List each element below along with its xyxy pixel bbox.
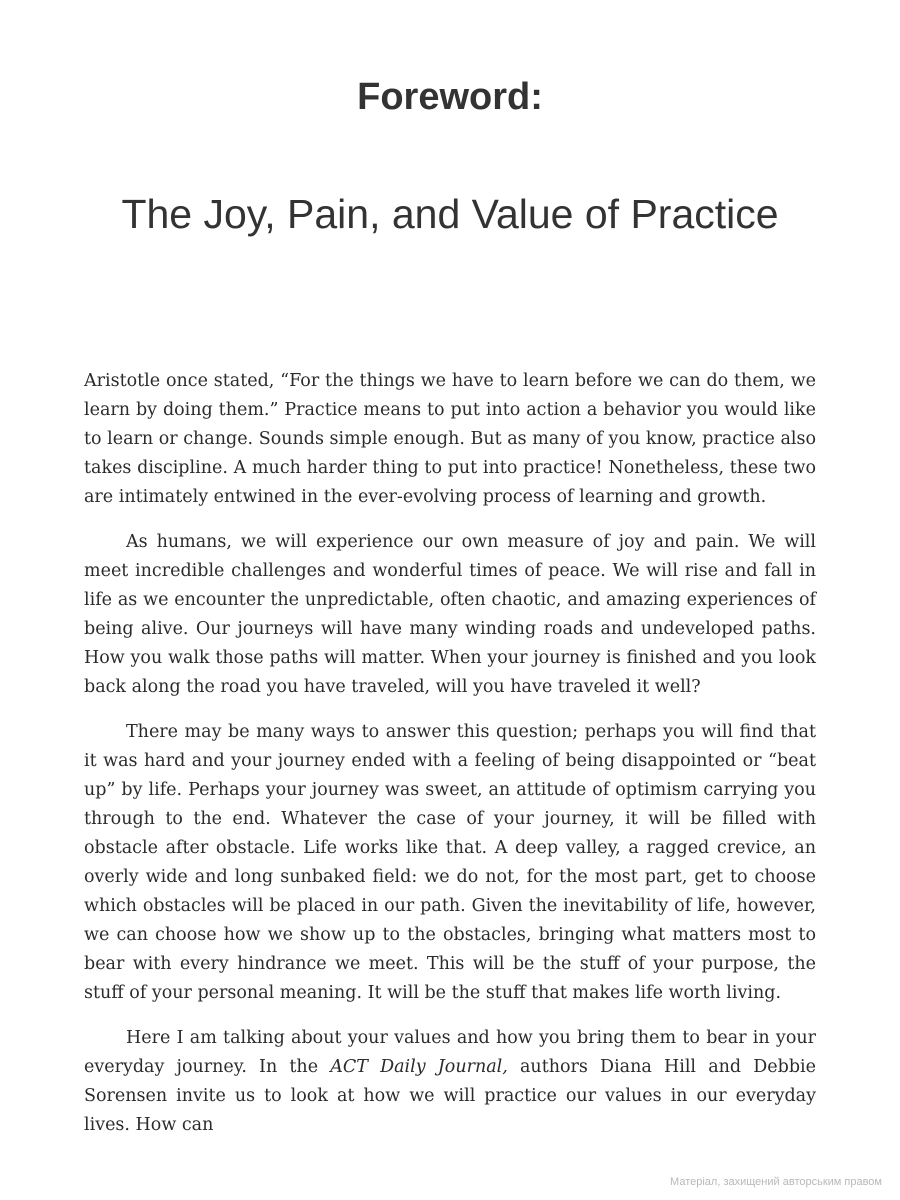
paragraph-4	[84, 1024, 816, 1140]
paragraph-4-text-after: authors Diana Hill and Debbie Sorensen invite us to look at how we will practice our values in our everyday lives. How can	[84, 1057, 816, 1135]
chapter-heading: Foreword:	[357, 76, 543, 118]
body-text	[84, 367, 816, 1156]
copyright-watermark: Матеріал, захищений авторським правом	[670, 1176, 882, 1188]
book-title: ACT Daily Journal,	[330, 1057, 508, 1077]
paragraph-1: Aristotle once stated, “For the things we have to learn before we can do them, we learn by doing them.” Practice means to put into action a behavior you would like to learn or change. Sounds simple enough. But as many of you know, practice also takes discipline. A much harder thing to put into practice! Nonetheless, these two are intimately entwined in the ever-evolving process of learning and growth.	[84, 371, 816, 507]
paragraph-2: As humans, we will experience our own measure of joy and pain. We will meet incredible challenges and wonderful times of peace. We will rise and fall in life as we encounter the unpredictable, often chaotic, and amazing experiences of being alive. Our journeys will have many winding roads and undeveloped paths. How you walk those paths will matter. When your journey is finished and you look back along the road you have traveled, will you have traveled it well?	[84, 532, 816, 697]
paragraph-4-text-before: Here I am talking about your values and how you bring them to bear in your everyday journey. In the	[84, 1028, 816, 1077]
chapter-subtitle: The Joy, Pain, and Value of Practice	[121, 191, 779, 237]
paragraph-3: There may be many ways to answer this question; perhaps you will find that it was hard and your journey ended with a feeling of being disappointed or “beat up” by life. Perhaps your journey was sweet, an attitude of optimism carrying you through to the end. Whatever the case of your journey, it will be filled with obstacle after obstacle. Life works like that. A deep valley, a ragged crevice, an overly wide and long sunbaked field: we do not, for the most part, get to choose which obstacles will be placed in our path. Given the inevitability of life, however, we can choose how we show up to the obstacles, bringing what matters most to bear with every hindrance we meet. This will be the stuff of your purpose, the stuff of your personal meaning. It will be the stuff that makes life worth living.	[84, 722, 816, 1003]
